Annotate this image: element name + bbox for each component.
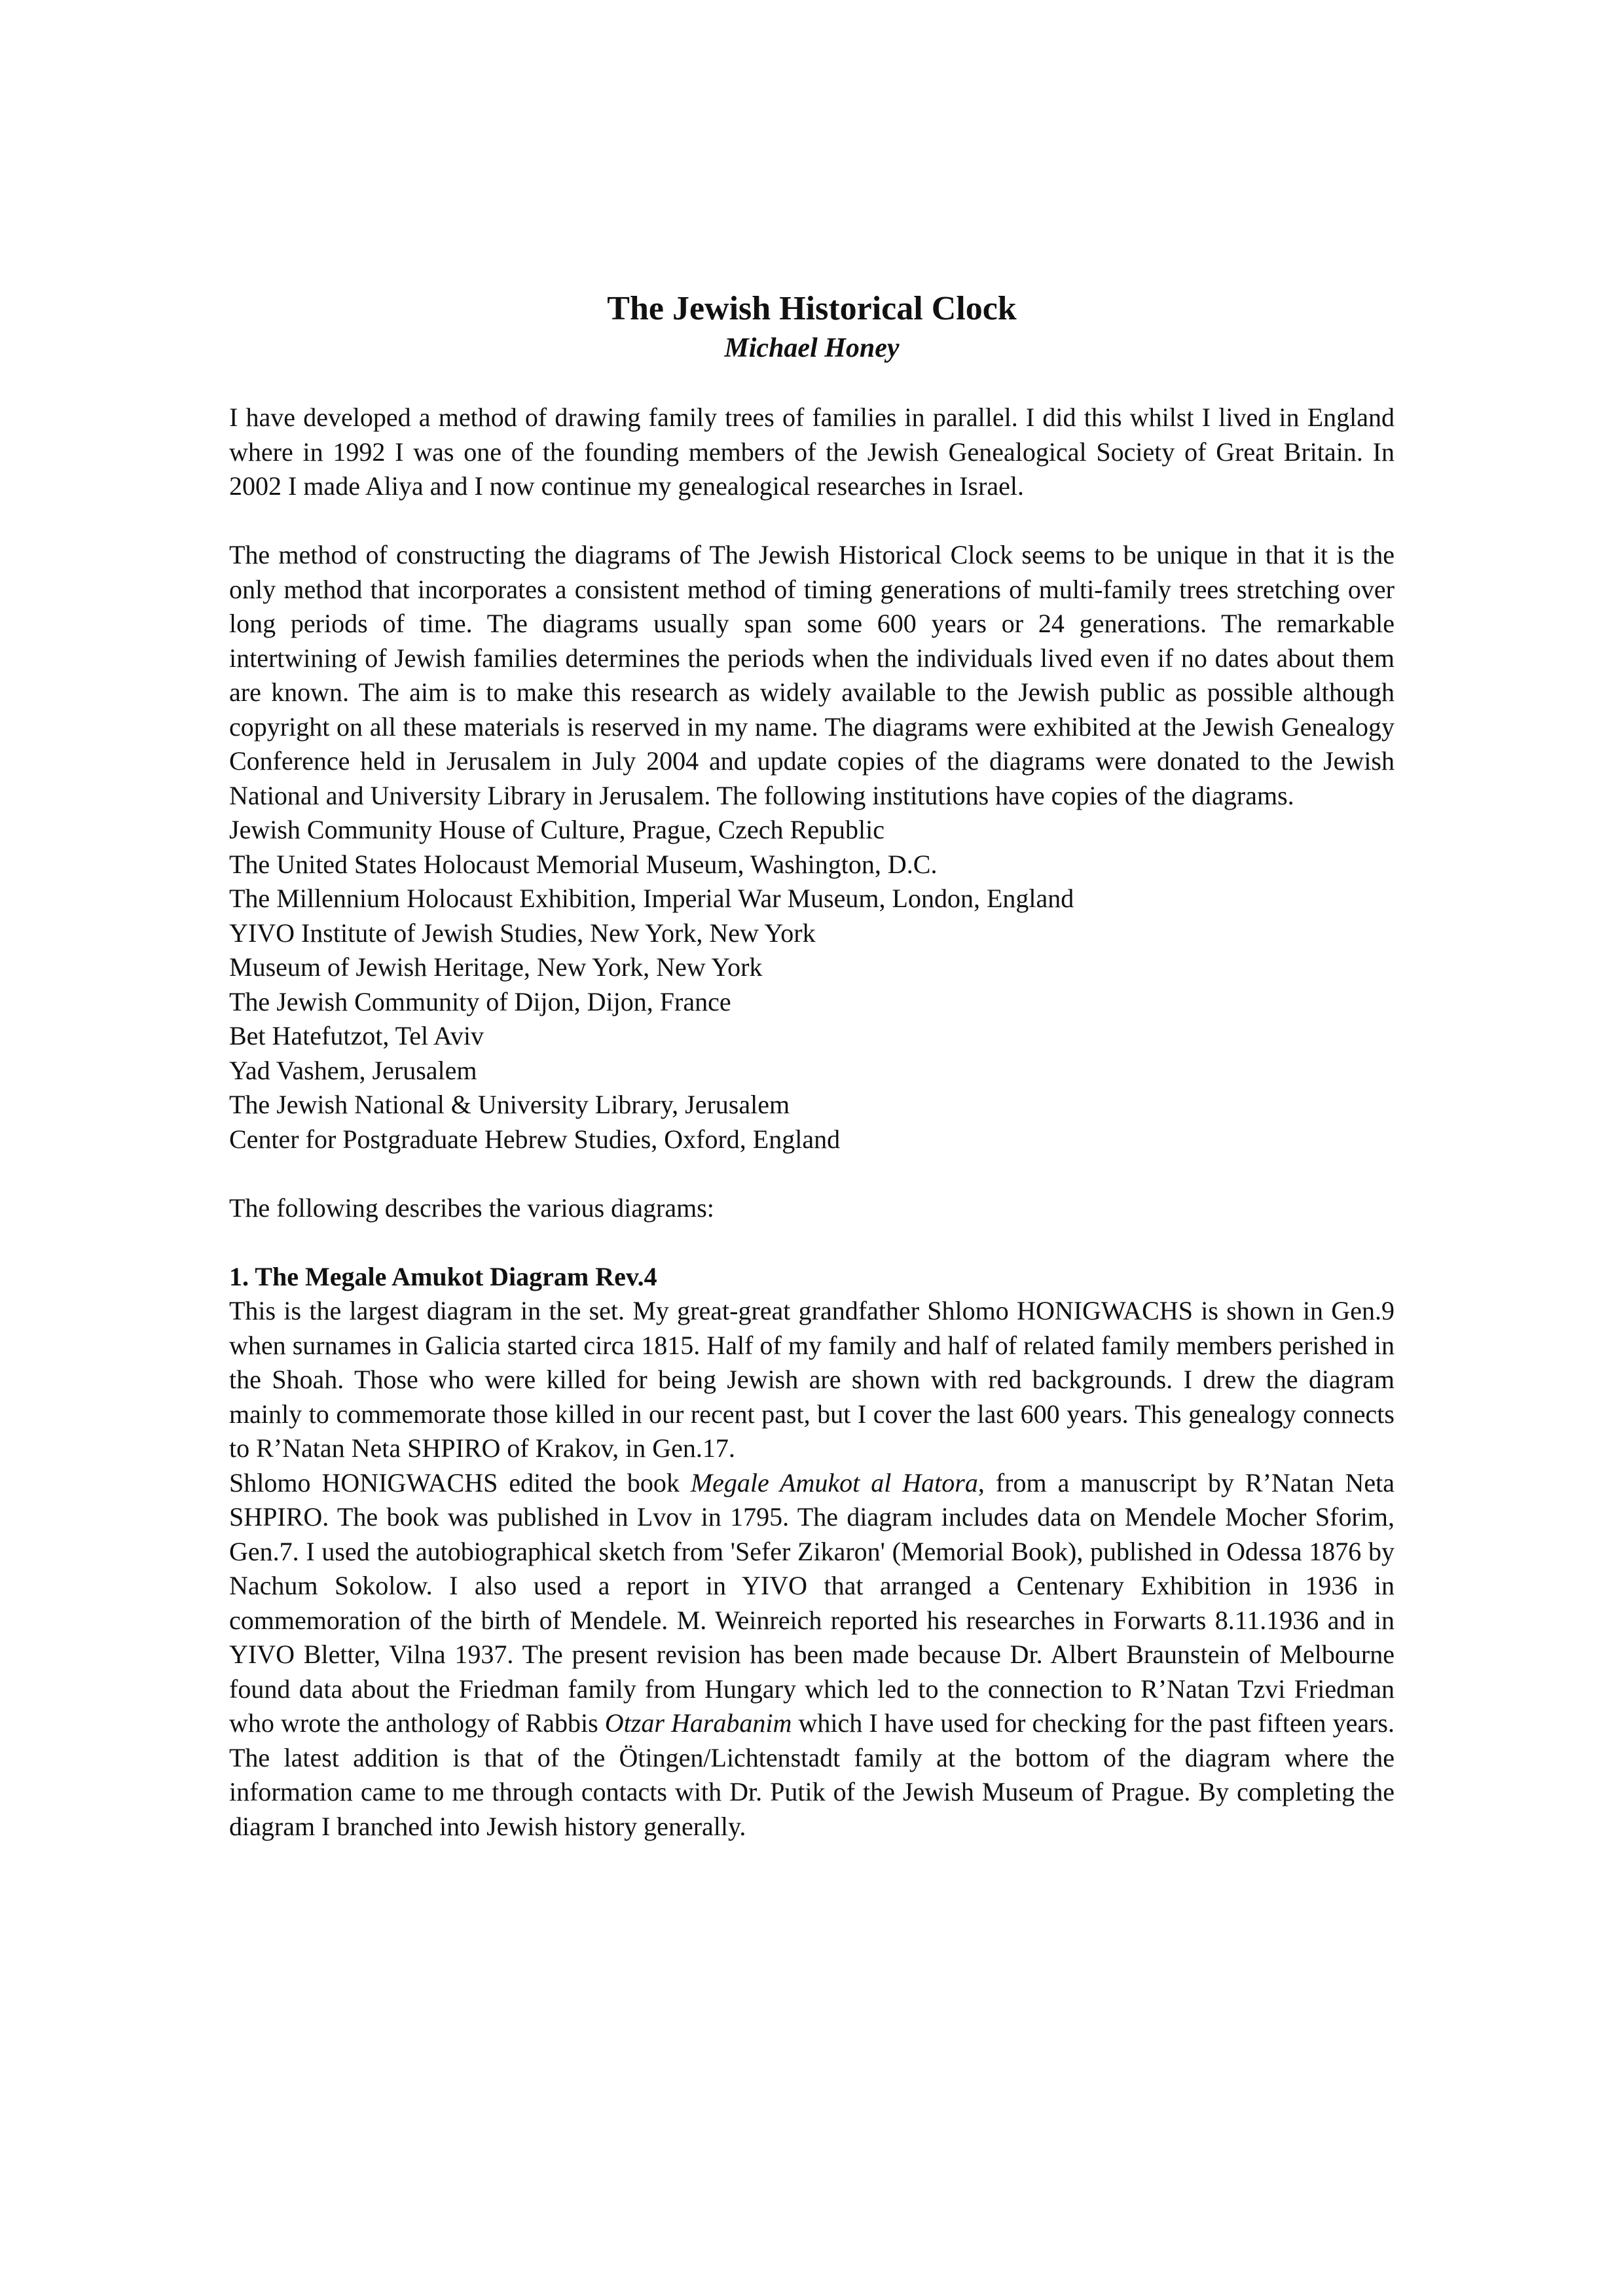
section1-text: Shlomo HONIGWACHS edited the book	[229, 1467, 691, 1498]
institution-item: Jewish Community House of Culture, Prague, Czech Republic	[229, 815, 884, 844]
section-heading: 1. The Megale Amukot Diagram Rev.4	[229, 1261, 657, 1291]
institution-item: Bet Hatefutzot, Tel Aviv	[229, 1021, 484, 1050]
institution-item: YIVO Institute of Jewish Studies, New York, New York	[229, 918, 816, 948]
institution-item: The Jewish Community of Dijon, Dijon, France	[229, 986, 731, 1016]
anthology-title-italic: Otzar Harabanim	[604, 1708, 792, 1738]
document-page	[229, 288, 1395, 1844]
document-author: Michael Honey	[724, 333, 900, 363]
institution-item: Center for Postgraduate Hebrew Studies, Oxford, England	[229, 1124, 841, 1154]
institution-item: The Millennium Holocaust Exhibition, Imperial War Museum, London, England	[229, 884, 1074, 913]
institution-item: Museum of Jewish Heritage, New York, New York	[229, 952, 763, 982]
section1-paragraph-2	[229, 1466, 1395, 1844]
section1-paragraph-1: This is the largest diagram in the set. My great-great grandfather Shlomo HONIGWACHS is shown in Gen.9 when surnames in Galicia started circa 1815. Half of my family and half of related family members perished in the Shoah. Those who were killed for being Jewish are shown with red backgrounds. I drew the diagram mainly to commemorate those killed in our recent past, but I cover the last 600 years. This genealogy connects to R’Natan Neta SHPIRO of Krakov, in Gen.17.	[229, 1296, 1395, 1463]
institution-item: Yad Vashem, Jerusalem	[229, 1055, 477, 1085]
intro-paragraph: I have developed a method of drawing family trees of families in parallel. I did this whilst I lived in England where in 1992 I was one of the founding members of the Jewish Genealogical Society of Great Britain. In 2002 I made Aliya and I now continue my genealogical researches in Israel.	[229, 403, 1395, 501]
institution-item: The United States Holocaust Memorial Museum, Washington, D.C.	[229, 849, 938, 879]
diagrams-intro: The following describes the various diagrams:	[229, 1193, 714, 1223]
section1-text: , from a manuscript by R’Natan Neta SHPIRO. The book was published in Lvov in 1795. The diagram includes data on Mendele Mocher Sforim, Gen.7. I used the autobiographical sketch from 'Sefer Zikaron' (Memorial Book), published in Odessa 1876 by Nachum Sokolow. I also used a report in YIVO that arranged a Centenary Exhibition in 1936 in commemoration of the birth of Mendele. M. Weinreich reported his researches in Forwarts 8.11.1936 and in YIVO Bletter, Vilna 1937. The present revision has been made because Dr. Albert Braunstein of Melbourne found data about the Friedman family from Hungary which led to the connection to R’Natan Tzvi Friedman who wrote the anthology of Rabbis	[229, 1467, 1395, 1738]
institution-item: The Jewish National & University Library, Jerusalem	[229, 1090, 790, 1119]
section1-text: which I have used for checking for the past fifteen years. The latest addition is that of the Ötingen/Lichtenstadt family at the bottom of the diagram where the information came to me through contacts with Dr. Putik of the Jewish Museum of Prague. By completing the diagram I branched into Jewish history generally.	[229, 1708, 1395, 1841]
institution-list	[229, 813, 1395, 1157]
document-title: The Jewish Historical Clock	[607, 290, 1017, 327]
method-paragraph: The method of constructing the diagrams of The Jewish Historical Clock seems to be unique in that it is the only method that incorporates a consistent method of timing generations of multi-family trees stretching over long periods of time. The diagrams usually span some 600 years or 24 generations. The remarkable intertwining of Jewish families determines the periods when the individuals lived even if no dates about them are known. The aim is to make this research as widely available to the Jewish public as possible although copyright on all these materials is reserved in my name. The diagrams were exhibited at the Jewish Genealogy Conference held in Jerusalem in July 2004 and update copies of the diagrams were donated to the Jewish National and University Library in Jerusalem. The following institutions have copies of the diagrams.	[229, 540, 1395, 810]
book-title-italic: Megale Amukot al Hatora	[690, 1467, 978, 1498]
